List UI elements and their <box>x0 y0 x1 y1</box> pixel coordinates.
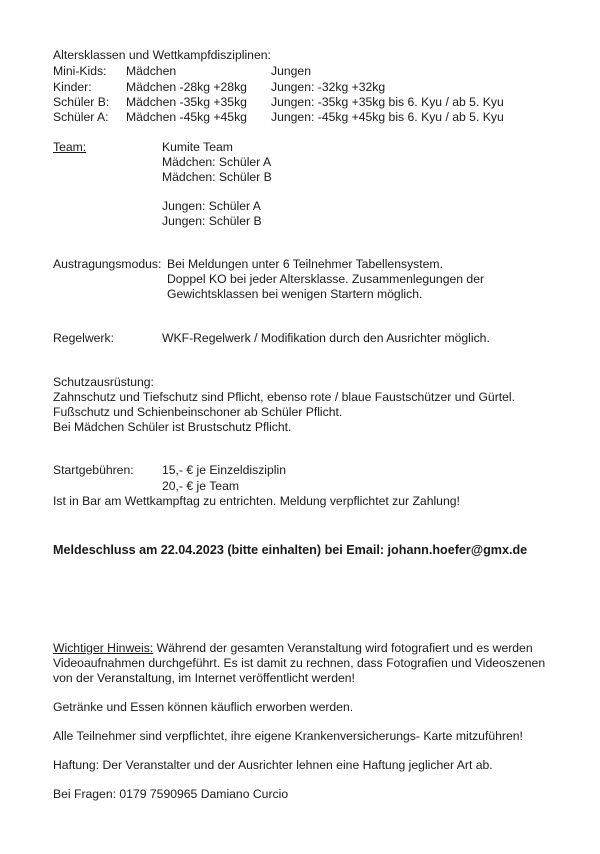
protection-heading: Schutzausrüstung: <box>53 375 154 389</box>
age-class-girls: Mädchen -45kg +45kg <box>126 110 247 124</box>
fees-label: Startgebühren: <box>53 463 134 477</box>
age-class-label: Mini-Kids: <box>53 64 107 78</box>
notice-text: Während der gesamten Veranstaltung wird fotografiert und es werden <box>153 641 533 655</box>
notice-line: Videoaufnahmen durchgeführt. Es ist damit zu rechnen, dass Fotografien und Videoszenen <box>53 656 546 670</box>
notice-line <box>53 641 533 656</box>
protection-line: Bei Mädchen Schüler ist Brustschutz Pflicht. <box>53 420 292 434</box>
deadline-text: Meldeschluss am 22.04.2023 (bitte einhalten) bei Email: johann.hoefer@gmx.de <box>53 543 528 557</box>
mode-line: Doppel KO bei jeder Altersklasse. Zusammenlegungen der <box>167 272 485 286</box>
team-label: Team: <box>53 140 87 154</box>
rules-text: WKF-Regelwerk / Modifikation durch den Ausrichter möglich. <box>162 331 490 345</box>
age-class-label: Kinder: <box>53 80 92 94</box>
age-class-label: Schüler B: <box>53 95 110 109</box>
notice-line: von der Veranstaltung, im Internet veröffentlicht werden! <box>53 671 355 685</box>
insurance-text: Alle Teilnehmer sind verpflichtet, ihre eigene Krankenversicherungs- Karte mitzuführen! <box>53 729 523 743</box>
food-text: Getränke und Essen können käuflich erworben werden. <box>53 700 354 714</box>
age-class-boys: Jungen: -32kg +32kg <box>271 80 386 94</box>
notice-label: Wichtiger Hinweis: <box>53 641 154 655</box>
team-line: Jungen: Schüler A <box>162 199 261 213</box>
fees-note: Ist in Bar am Wettkampftag zu entrichten. Meldung verpflichtet zur Zahlung! <box>53 494 460 508</box>
age-class-girls: Mädchen -35kg +35kg <box>126 95 247 109</box>
team-line: Kumite Team <box>162 140 233 154</box>
age-class-boys: Jungen <box>271 64 311 78</box>
questions-text: Bei Fragen: 0179 7590965 Damiano Curcio <box>53 787 289 801</box>
age-class-label: Schüler A: <box>53 110 109 124</box>
team-line: Mädchen: Schüler B <box>162 170 272 184</box>
mode-line: Bei Meldungen unter 6 Teilnehmer Tabellensystem. <box>167 257 443 271</box>
team-line: Mädchen: Schüler A <box>162 155 272 169</box>
liability-text: Haftung: Der Veranstalter und der Ausrichter lehnen eine Haftung jeglicher Art ab. <box>53 758 493 772</box>
protection-line: Zahnschutz und Tiefschutz sind Pflicht, ebenso rote / blaue Faustschützer und Gürtel. <box>53 390 516 404</box>
fees-line: 20,- € je Team <box>162 479 240 493</box>
protection-line: Fußschutz und Schienbeinschoner ab Schüler Pflicht. <box>53 405 343 419</box>
rules-label: Regelwerk: <box>53 331 114 345</box>
age-classes-heading: Altersklassen und Wettkampfdisziplinen: <box>53 48 271 62</box>
mode-line: Gewichtsklassen bei wenigen Startern möglich. <box>167 287 423 301</box>
age-class-girls: Mädchen -28kg +28kg <box>126 80 247 94</box>
age-class-boys: Jungen: -45kg +45kg bis 6. Kyu / ab 5. Kyu <box>271 110 504 124</box>
mode-label: Austragungsmodus: <box>53 257 162 271</box>
fees-line: 15,- € je Einzeldisziplin <box>162 463 286 477</box>
team-line: Jungen: Schüler B <box>162 214 262 228</box>
age-class-girls: Mädchen <box>126 64 177 78</box>
age-class-boys: Jungen: -35kg +35kg bis 6. Kyu / ab 5. Kyu <box>271 95 504 109</box>
